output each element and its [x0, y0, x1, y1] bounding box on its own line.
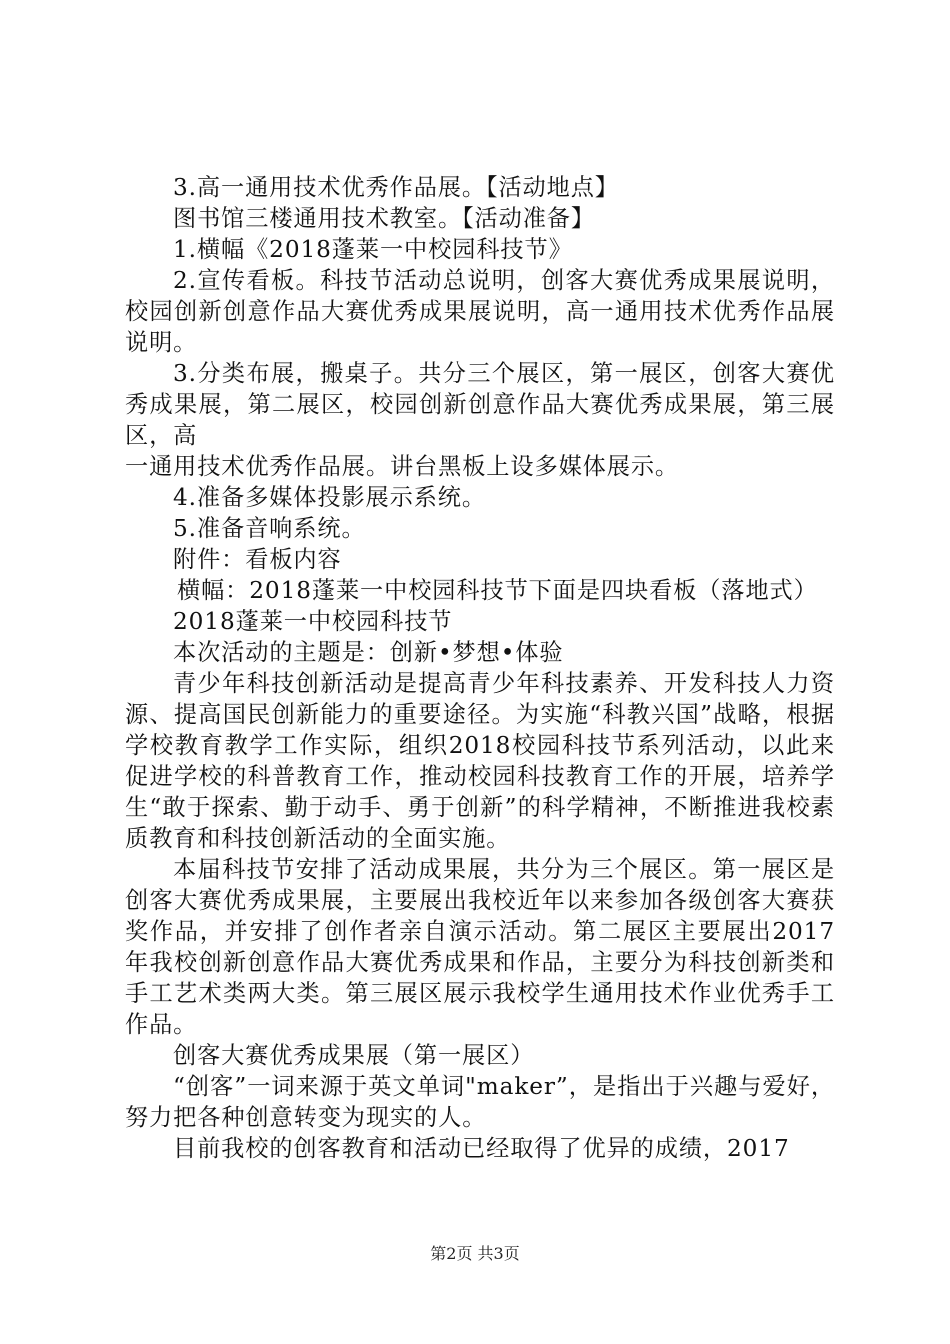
paragraph-attachment: 附件：看板内容 [173, 546, 342, 573]
paragraph-exhibit-3: 3.高一通用技术优秀作品展。【活动地点】 [173, 174, 619, 201]
paragraph-library-venue: 图书馆三楼通用技术教室。【活动准备】 [173, 205, 595, 232]
paragraph-layout: 3.分类布展，搬桌子。共分三个展区，第一展区，创客大赛优秀成果展，第二展区，校园创新创意作品大赛优秀成果展，第三展区，高 [125, 360, 835, 449]
document-body [125, 172, 835, 1164]
paragraph-maker-definition: “创客”一词来源于英文单词"maker”，是指出于兴趣与爱好，努力把各种创意转变为现实的人。 [125, 1073, 835, 1131]
paragraph-theme: 本次活动的主题是：创新•梦想•体验 [173, 639, 564, 666]
paragraph-multimedia: 4.准备多媒体投影展示系统。 [173, 484, 486, 511]
paragraph-layout-continued: 一通用技术优秀作品展。讲台黑板上设多媒体展示。 [125, 453, 680, 480]
page-number: 第2页 共3页 [430, 1244, 520, 1263]
paragraph-sound: 5.准备音响系统。 [173, 515, 366, 542]
paragraph-banner: 1.横幅《2018蓬莱一中校园科技节》 [173, 236, 573, 263]
paragraph-banner-text: 横幅：2018蓬莱一中校园科技节下面是四块看板（落地式） [177, 577, 818, 604]
paragraph-maker-heading: 创客大赛优秀成果展（第一展区） [173, 1042, 535, 1069]
paragraph-maker-results: 目前我校的创客教育和活动已经取得了优异的成绩，2017 [173, 1135, 790, 1162]
paragraph-intro: 青少年科技创新活动是提高青少年科技素养、开发科技人力资源、提高国民创新能力的重要途径。为实施“科教兴国”战略，根据学校教育教学工作实际，组织2018校园科技节系列活动，以此来促进学校的科普教育工作，推动校园科技教育工作的开展，培养学生“敢于探索、勤于动手、勇于创新”的科学精神，不断推进我校素质教育和科技创新活动的全面实施。 [125, 670, 835, 852]
paragraph-exhibition-overview: 本届科技节安排了活动成果展，共分为三个展区。第一展区是创客大赛优秀成果展，主要展出我校近年以来参加各级创客大赛获奖作品，并安排了创作者亲自演示活动。第二展区主要展出2017年我校创新创意作品大赛优秀成果和作品，主要分为科技创新类和手工艺术类两大类。第三展区展示我校学生通用技术作业优秀手工作品。 [125, 856, 835, 1038]
paragraph-festival-title: 2018蓬莱一中校园科技节 [173, 608, 453, 635]
paragraph-boards: 2.宣传看板。科技节活动总说明，创客大赛优秀成果展说明，校园创新创意作品大赛优秀成果展说明，高一通用技术优秀作品展说明。 [125, 267, 835, 356]
